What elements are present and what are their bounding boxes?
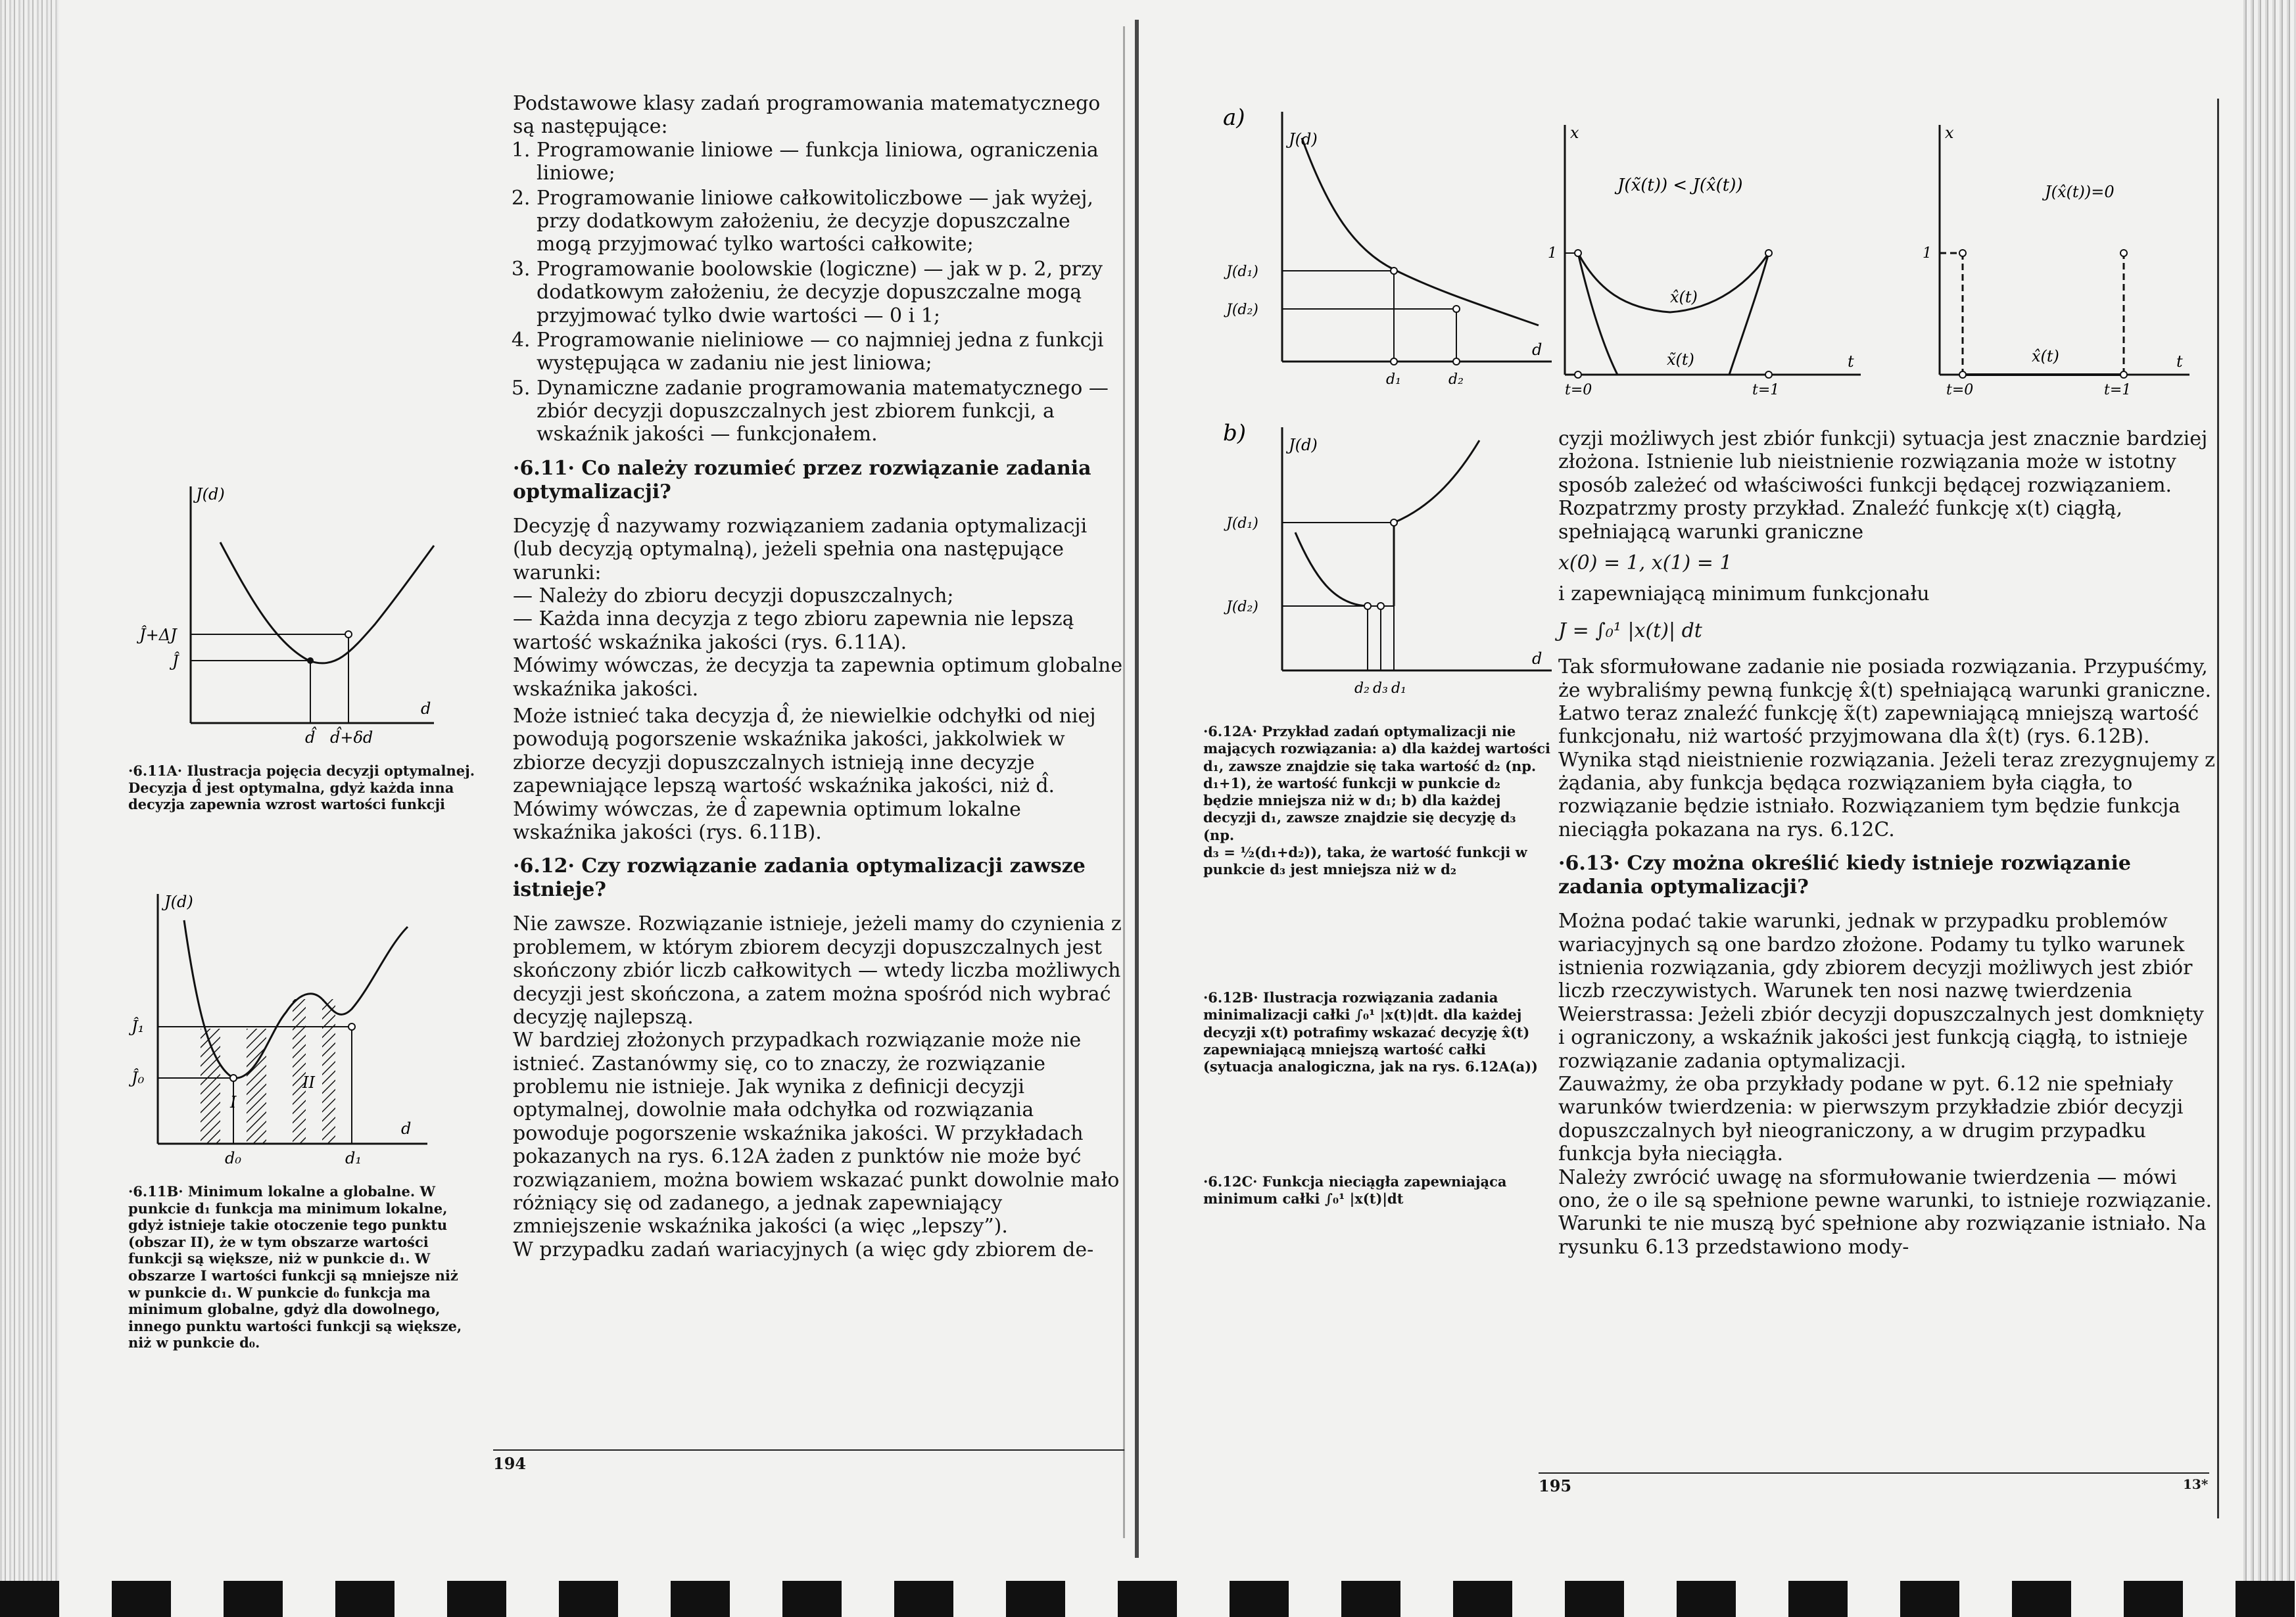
y-label: x xyxy=(1570,124,1579,142)
caption-6-12b: ·6.12B· Ilustracja rozwiązania zadania minimalizacji całki ∫₀¹ |x(t)|dt. dla każdej decyzji x(t) potrafimy wskazać decyzję x̂(t) zapewniającą mniejszą wartość całki (sytuacja analogiczna, jak na rys. 6.12A(a)) xyxy=(1203,989,1538,1075)
section-6-12-heading: ·6.12· Czy rozwiązanie zadania optymalizacji zawsze istnieje? xyxy=(513,855,1086,902)
tick-J1: Ĵ₁ xyxy=(132,1018,145,1036)
tick-d1: d₁ xyxy=(1391,680,1406,697)
x-label: d xyxy=(421,699,431,718)
functional-value: J(x̂(t))=0 xyxy=(2045,183,2115,201)
x-label: d xyxy=(1532,340,1543,359)
point-d3 xyxy=(1377,603,1384,609)
xtilde-right xyxy=(1729,253,1769,375)
left-main-column xyxy=(513,92,1131,1261)
s612-paragraph-3: W przypadku zadań wariacyjnych (a więc gdy zbiorem de- xyxy=(513,1238,1094,1261)
tick-JdJ: Ĵ+ΔJ xyxy=(139,626,177,644)
s611-paragraph-2: Mówimy wówczas, że decyzja ta zapewnia optimum globalne wskaźnika jakości. xyxy=(513,654,1123,701)
s611-bullet-2: — Każda inna decyzja z tego zbioru zapewnia nie lepszą wartość wskaźnika jakości (rys. 6.11A). xyxy=(513,607,1074,654)
tick-d2: d₂ xyxy=(1354,680,1370,697)
tick-J2: J(d₂) xyxy=(1226,599,1258,615)
xhat-label: x̂(t) xyxy=(2032,347,2059,365)
global-min xyxy=(230,1075,237,1081)
local-min xyxy=(348,1023,355,1030)
point-d1 xyxy=(1391,519,1397,526)
panel-label: a) xyxy=(1223,105,1245,131)
curve-right xyxy=(1394,440,1479,523)
s612-paragraph-1: Nie zawsze. Rozwiązanie istnieje, jeżeli mamy do czynienia z problemem, w którym zbiorem decyzji dopuszczalnych jest skończony zbiór liczb całkowitych — wtedy liczba możliwych decyzji jest skończona, a zatem można spośród nich wybrać decyzję najlepszą. xyxy=(513,912,1122,1029)
page-rule-right xyxy=(1539,1472,2209,1474)
point-d2 xyxy=(1453,306,1460,312)
r-paragraph-4: Tak sformułowane zadanie nie posiada rozwiązania. Przypuśćmy, że wybraliśmy pewną funkcję x̂(t) spełniającą warunki graniczne. Łatwo teraz znaleźć funkcję x̃(t) zapewniającą mniejszą wartość funkcjonału, niż wartość przyjmowana dla x̂(t) (rys. 6.12B). Wynika stąd nieistnienie rozwiązania. Jeżeli teraz zrezygnujemy z żądania, aby funkcja będąca rozwiązaniem była ciągła, to rozwiązanie będzie istniało. Rozwiązaniem tym będzie funkcja nieciągła pokazana na rys. 6.12C. xyxy=(1558,655,2215,841)
tick-t1: t=1 xyxy=(2104,382,2132,398)
t1-point xyxy=(2120,371,2127,378)
r-paragraph-2: Rozpatrzmy prosty przykład. Znaleźć funkcję x(t) ciągłą, spełniającą warunki graniczne xyxy=(1558,497,2123,544)
x-label: d xyxy=(1532,649,1543,668)
s611-bullet-1: — Należy do zbioru decyzji dopuszczalnych; xyxy=(513,584,954,608)
figure-6-11b-plot xyxy=(125,881,467,1170)
point-d1 xyxy=(1391,268,1397,274)
tick-1: 1 xyxy=(1923,245,1932,262)
figure-6-11a-plot xyxy=(125,473,467,749)
tick-J1: J(d₁) xyxy=(1226,264,1258,280)
tick-d3: d₃ xyxy=(1373,680,1388,697)
figure-6-12a-b-plot xyxy=(1197,414,1565,703)
xhat-label: x̂(t) xyxy=(1670,288,1698,306)
caption-6-11a: ·6.11A· Ilustracja pojęcia decyzji optymalnej. Decyzja d̂ jest optymalna, gdyż każda inna decyzja zapewnia wzrost wartości funkcji xyxy=(128,762,475,813)
tick-point-d2 xyxy=(1453,358,1460,365)
caption-6-12a-eq: d₃ = ½(d₁+d₂)), taka, że wartość funkcji w punkcie d₃ jest mniejsza niż w d₂ xyxy=(1203,843,1527,878)
sheet-mark: 13* xyxy=(2183,1476,2209,1492)
problem-class-list xyxy=(513,139,1131,446)
intro-line-1: Podstawowe klasy zadań programowania matematycznego xyxy=(513,92,1101,115)
r-paragraph-7: Należy zwrócić uwagę na sformułowanie twierdzenia — mówi ono, że o ile są spełnione pewne warunki, to istnieje rozwiązanie. Warunki te nie muszą być spełnione aby rozwiązanie istniało. Na rysunku 6.13 przedstawiono mody- xyxy=(1558,1165,2212,1259)
t0-point xyxy=(1959,371,1966,378)
caption-6-12a-text: ·6.12A· Przykład zadań optymalizacji nie mających rozwiązania: a) dla każdej wartości d₁, zawsze znajdzie się taka wartość d₂ (np. d₁+1), że wartość funkcji w punkcie d₂ będzie mniejsza niż w d₁; b) dla każdej decyzji d₁, zawsze znajdzie się decyzję d₃ (np. xyxy=(1203,723,1551,843)
list-item: 1. Programowanie liniowe — funkcja liniowa, ograniczenia liniowe; xyxy=(537,139,1131,185)
right-main-column xyxy=(1558,427,2216,1259)
s611-paragraph-1: Decyzję d̂ nazywamy rozwiązaniem zadania optymalizacji (lub decyzją optymalną), jeżeli spełnia ona następujące warunki: xyxy=(513,514,1088,584)
tick-d: d̂ xyxy=(305,728,316,747)
hatch-II-right xyxy=(322,999,335,1144)
y-label: J(d) xyxy=(1289,130,1318,149)
opt-point xyxy=(307,657,314,664)
x-label: t xyxy=(1848,352,1854,371)
list-item: 4. Programowanie nieliniowe — co najmniej jedna z funkcji występująca w zadaniu nie jest liniowa; xyxy=(537,329,1131,375)
xtilde-label: x̃(t) xyxy=(1667,350,1694,369)
boundary-conditions: x(0) = 1, x(1) = 1 xyxy=(1558,551,1733,574)
tick-J0: Ĵ₀ xyxy=(132,1069,145,1087)
right-page xyxy=(1144,0,2296,1617)
x-label: t xyxy=(2176,352,2183,371)
x-label: d xyxy=(401,1119,412,1138)
s611-paragraph-3: Może istnieć taka decyzja d̂, że niewielkie odchyłki od niej powodują pogorszenie wskaźnika jakości, jakkolwiek w zbiorze decyzji dopuszczalnych istnieją inne decyzje zapewniające lepszą wartość wskaźnika jakości, niż d̂. Mówimy wówczas, że d̂ zapewnia optimum lokalne wskaźnika jakości (rys. 6.11B). xyxy=(513,704,1096,844)
point-d2 xyxy=(1364,603,1371,609)
caption-6-11b: ·6.11B· Minimum lokalne a globalne. W punkcie d₁ funkcja ma minimum lokalne, gdyż istnieje takie otoczenie tego punktu (obszar II), że w tym obszarze wartości funkcji są większe, niż w punkcie d₁. W obszarze I wartości funkcji są mniejsze niż w punkcie d₁. W punkcie d₀ funkcja ma minimum globalne, gdyż dla dowolnego, innego punktu wartości funkcji są większe, niż w punkcie d₀. xyxy=(128,1183,462,1351)
y-label: x xyxy=(1945,124,1954,142)
curve-left xyxy=(1295,532,1368,606)
left-page xyxy=(0,0,1144,1617)
hatch-II-left xyxy=(293,999,306,1144)
section-6-11-heading: ·6.11· Co należy rozumieć przez rozwiązanie zadania optymalizacji? xyxy=(513,456,1091,504)
r-paragraph-5: Można podać takie warunki, jednak w przypadku problemów wariacyjnych są one bardzo złożone. Podamy tu tylko warunek istnienia rozwiązania, gdy zbiorem decyzji możliwych jest zbiór liczb rzeczywistych. Warunek ten nosi nazwę twierdzenia Weierstrassa: Jeżeli zbiór decyzji dopuszczalnych jest domknięty i ograniczony, a wskaźnik jakości jest funkcją ciągłą, to istnieje rozwiązanie zadania optymalizacji. xyxy=(1558,910,2205,1073)
perturbed-point xyxy=(345,631,352,638)
tick-point-d1 xyxy=(1391,358,1397,365)
page-rule-left xyxy=(493,1449,1124,1451)
inequality: J(x̃(t)) < J(x̂(t)) xyxy=(1617,176,1743,195)
functional-equation: J = ∫₀¹ |x(t)| dt xyxy=(1558,619,1702,642)
t1-point xyxy=(1765,371,1772,378)
list-item: 5. Dynamiczne zadanie programowania matematycznego — zbiór decyzji dopuszczalnych jest zbiorem funkcji, a wskaźnik jakości — funkcjonałem. xyxy=(537,377,1131,446)
hatch-I-right xyxy=(247,1029,266,1144)
xtilde-left xyxy=(1578,253,1617,375)
end-point xyxy=(1765,250,1772,256)
section-6-13-heading: ·6.13· Czy można określić kiedy istnieje rozwiązanie zadania optymalizacji? xyxy=(1558,852,2131,899)
tick-J: Ĵ xyxy=(172,652,179,670)
figure-6-12a-a-plot xyxy=(1197,99,1565,401)
region-II: II xyxy=(302,1073,315,1092)
start-point xyxy=(1575,250,1581,256)
panel-label: b) xyxy=(1223,420,1247,446)
tick-t1: t=1 xyxy=(1752,382,1780,398)
tick-d1: d₁ xyxy=(1386,371,1401,388)
y-label: J(d) xyxy=(196,485,225,504)
tick-d1: d₁ xyxy=(345,1149,362,1167)
r-paragraph-1: cyzji możliwych jest zbiór funkcji) sytuacja jest znacznie bardziej złożona. Istnienie lub nieistnienie rozwiązania może w istotny sposób zależeć od właściwości funkcji będącej rozwiązaniem. xyxy=(1558,427,2208,497)
figure-6-12b-plot xyxy=(1519,112,1887,401)
s612-paragraph-2: W bardziej złożonych przypadkach rozwiązanie może nie istnieć. Zastanówmy się, co to znaczy, że rozwiązanie problemu nie istnieje. Jak wynika z definicji decyzji optymalnej, dowolnie mała odchyłka od rozwiązania powoduje pogorszenie wskaźnika jakości. W przykładach pokazanych na rys. 6.12A żaden z punktów nie może być rozwiązaniem, można bowiem wskazać punkt dowolnie mało różniący się od zadanego, a jednak zapewniający zmniejszenie wskaźnika jakości (a więc „lepszy”). xyxy=(513,1029,1120,1238)
t0-point xyxy=(1575,371,1581,378)
intro-line-2: są następujące: xyxy=(513,115,668,139)
page-number-left: 194 xyxy=(493,1454,527,1473)
start-point xyxy=(1959,250,1966,256)
figure-6-12c-plot xyxy=(1900,112,2209,401)
page-number-right: 195 xyxy=(1539,1476,1572,1495)
r-paragraph-3: i zapewniającą minimum funkcjonału xyxy=(1558,582,1930,606)
caption-6-12c: ·6.12C· Funkcja nieciągła zapewniająca minimum całki ∫₀¹ |x(t)|dt xyxy=(1203,1173,1507,1207)
tick-d0: d₀ xyxy=(225,1149,241,1167)
tick-dd: d̂+δd xyxy=(330,728,373,747)
y-label: J(d) xyxy=(164,893,193,911)
tick-d2: d₂ xyxy=(1448,371,1464,388)
r-paragraph-6: Zauważmy, że oba przykłady podane w pyt. 6.12 nie spełniały warunków twierdzenia: w pierwszym przykładzie zbiór decyzji dopuszczalnych był nieograniczony, a w drugim przypadku funkcja była nieciągła. xyxy=(1558,1072,2184,1166)
curve xyxy=(220,542,434,663)
list-item: 2. Programowanie liniowe całkowitoliczbowe — jak wyżej, przy dodatkowym założeniu, że decyzje dopuszczalne mogą przyjmować tylko wartości całkowite; xyxy=(537,187,1131,256)
list-item: 3. Programowanie boolowskie (logiczne) — jak w p. 2, przy dodatkowym założeniu, że decyzje dopuszczalne mogą przyjmować tylko dwie wartości — 0 i 1; xyxy=(537,258,1131,327)
tick-t0: t=0 xyxy=(1565,382,1592,398)
tick-t0: t=0 xyxy=(1946,382,1974,398)
curve xyxy=(1302,138,1539,325)
caption-6-12a xyxy=(1203,723,1552,878)
tick-J2: J(d₂) xyxy=(1226,302,1258,318)
y-label: J(d) xyxy=(1289,436,1318,454)
end-point xyxy=(2120,250,2127,256)
tick-J1: J(d₁) xyxy=(1226,515,1258,532)
tick-1: 1 xyxy=(1548,245,1557,262)
region-I: I xyxy=(230,1093,237,1112)
